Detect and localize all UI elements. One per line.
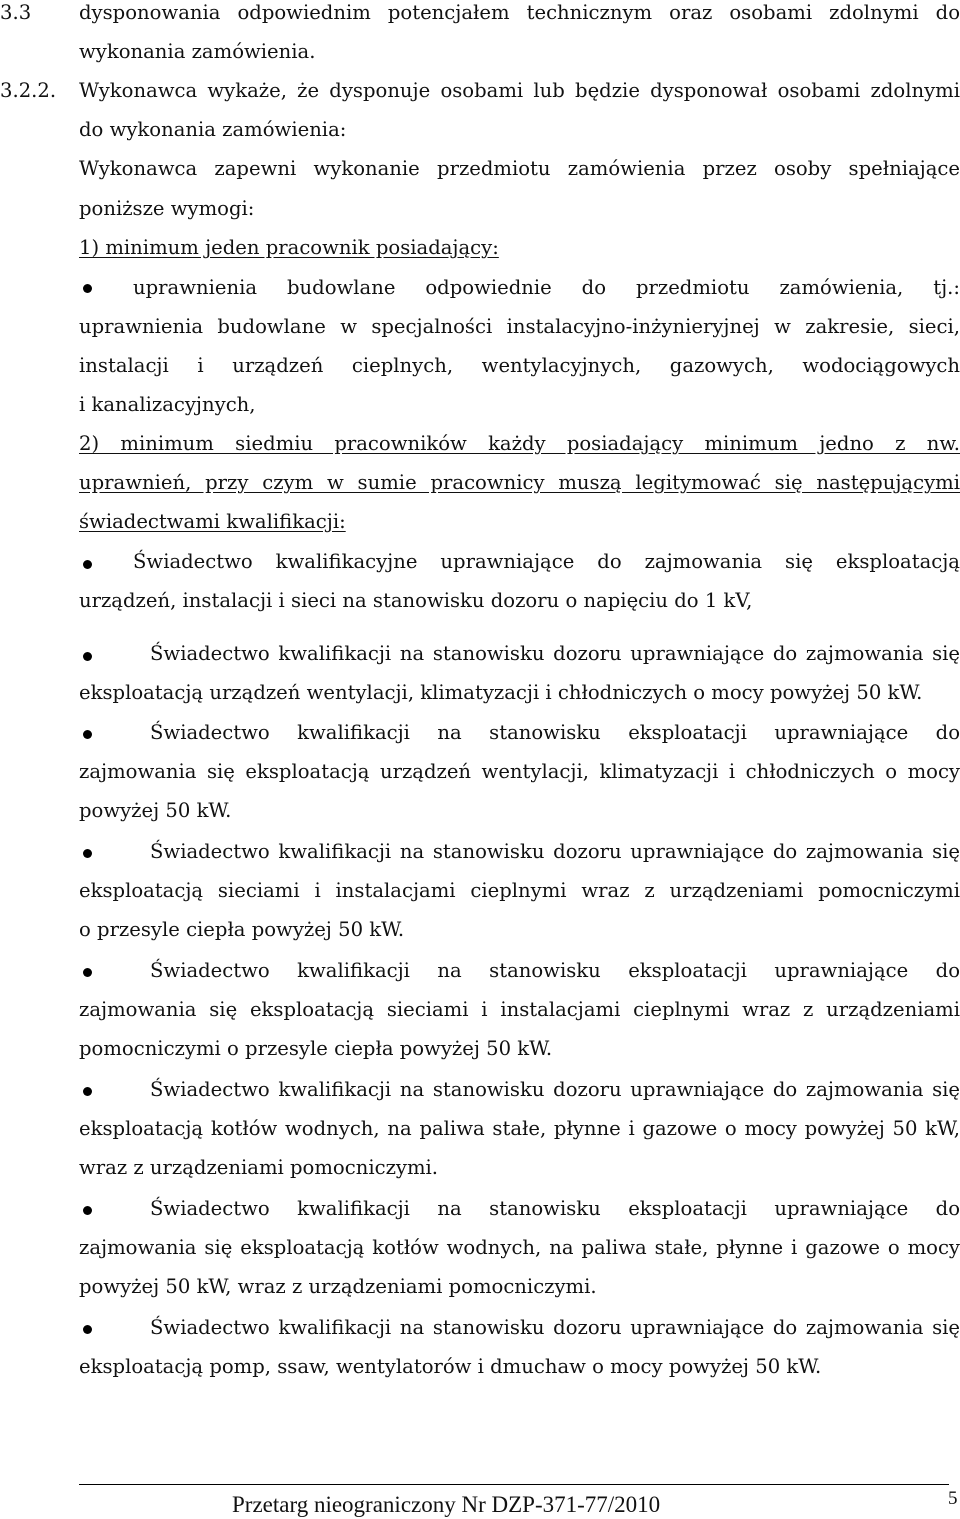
footer-divider xyxy=(79,1484,949,1485)
bullet-icon xyxy=(83,1325,92,1334)
certificate-line: Świadectwo kwalifikacji na stanowisku eksploatacji uprawniające do xyxy=(150,1197,960,1220)
certificate-line: Świadectwo kwalifikacji na stanowisku dozoru uprawniające do zajmowania się xyxy=(150,1078,960,1101)
bullet-icon xyxy=(83,849,92,858)
certificate-line: zajmowania się eksploatacją sieciami i instalacjami cieplnymi wraz z urządzeniami xyxy=(79,998,960,1021)
certificate-line: eksploatacją urządzeń wentylacji, klimatyzacji i chłodniczych o mocy powyżej 50 kW. xyxy=(79,681,923,704)
certificate-line: Świadectwo kwalifikacji na stanowisku dozoru uprawniające do zajmowania się xyxy=(150,840,960,863)
requirement-heading: 1) minimum jeden pracownik posiadający: xyxy=(79,236,499,259)
section-number: 3.2.2. xyxy=(0,79,57,102)
certificate-line: Świadectwo kwalifikacyjne uprawniające do zajmowania się eksploatacją xyxy=(133,550,960,573)
page-number: 5 xyxy=(948,1488,958,1509)
certificate-line: urządzeń, instalacji i sieci na stanowisku dozoru o napięciu do 1 kV, xyxy=(79,589,753,612)
bullet-icon xyxy=(83,968,92,977)
certificate-line: eksploatacją pomp, ssaw, wentylatorów i dmuchaw o mocy powyżej 50 kW. xyxy=(79,1355,822,1378)
paragraph-line: instalacji i urządzeń cieplnych, wentylacyjnych, gazowych, wodociągowych xyxy=(79,354,960,377)
certificate-line: wraz z urządzeniami pomocniczymi. xyxy=(79,1156,439,1179)
certificate-line: o przesyle ciepła powyżej 50 kW. xyxy=(79,918,405,941)
requirement-heading: świadectwami kwalifikacji: xyxy=(79,510,346,533)
paragraph-line: dysponowania odpowiednim potencjałem technicznym oraz osobami zdolnymi do xyxy=(79,1,960,24)
certificate-line: zajmowania się eksploatacją kotłów wodnych, na paliwa stałe, płynne i gazowe o mocy xyxy=(79,1236,960,1259)
bullet-icon xyxy=(83,652,92,661)
certificate-line: powyżej 50 kW. xyxy=(79,799,232,822)
certificate-line: zajmowania się eksploatacją urządzeń wentylacji, klimatyzacji i chłodniczych o mocy xyxy=(79,760,960,783)
paragraph-line: Wykonawca wykaże, że dysponuje osobami lub będzie dysponował osobami zdolnymi xyxy=(79,79,960,102)
certificate-line: Świadectwo kwalifikacji na stanowisku dozoru uprawniające do zajmowania się xyxy=(150,642,960,665)
bullet-icon xyxy=(83,1087,92,1096)
paragraph-line: i kanalizacyjnych, xyxy=(79,393,256,416)
requirement-heading: 2) minimum siedmiu pracowników każdy posiadający minimum jedno z nw. xyxy=(79,432,960,455)
paragraph-line: uprawnienia budowlane w specjalności instalacyjno-inżynieryjnej w zakresie, sieci, xyxy=(79,315,960,338)
paragraph-line: poniższe wymogi: xyxy=(79,197,255,220)
paragraph-line: wykonania zamówienia. xyxy=(79,40,316,63)
requirement-heading: uprawnień, przy czym w sumie pracownicy muszą legitymować się następującymi xyxy=(79,471,960,494)
paragraph-line: do wykonania zamówienia: xyxy=(79,118,347,141)
section-number: 3.3 xyxy=(0,1,32,24)
certificate-line: powyżej 50 kW, wraz z urządzeniami pomocniczymi. xyxy=(79,1275,597,1298)
certificate-line: Świadectwo kwalifikacji na stanowisku eksploatacji uprawniające do xyxy=(150,959,960,982)
certificate-line: eksploatacją sieciami i instalacjami cieplnymi wraz z urządzeniami pomocniczymi xyxy=(79,879,960,902)
footer-title: Przetarg nieograniczony Nr DZP-371-77/2010 xyxy=(232,1492,661,1517)
bullet-icon xyxy=(83,560,92,569)
certificate-line: pomocniczymi o przesyle ciepła powyżej 50 kW. xyxy=(79,1037,553,1060)
bullet-icon xyxy=(83,1206,92,1215)
bullet-icon xyxy=(83,730,92,739)
certificate-line: Świadectwo kwalifikacji na stanowisku dozoru uprawniające do zajmowania się xyxy=(150,1316,960,1339)
bullet-text: uprawnienia budowlane odpowiednie do przedmiotu zamówienia, tj.: xyxy=(133,276,960,299)
paragraph-line: Wykonawca zapewni wykonanie przedmiotu zamówienia przez osoby spełniające xyxy=(79,157,960,180)
bullet-icon xyxy=(83,284,92,293)
certificate-line: eksploatacją kotłów wodnych, na paliwa stałe, płynne i gazowe o mocy powyżej 50 kW, xyxy=(79,1117,960,1140)
certificate-line: Świadectwo kwalifikacji na stanowisku eksploatacji uprawniające do xyxy=(150,721,960,744)
